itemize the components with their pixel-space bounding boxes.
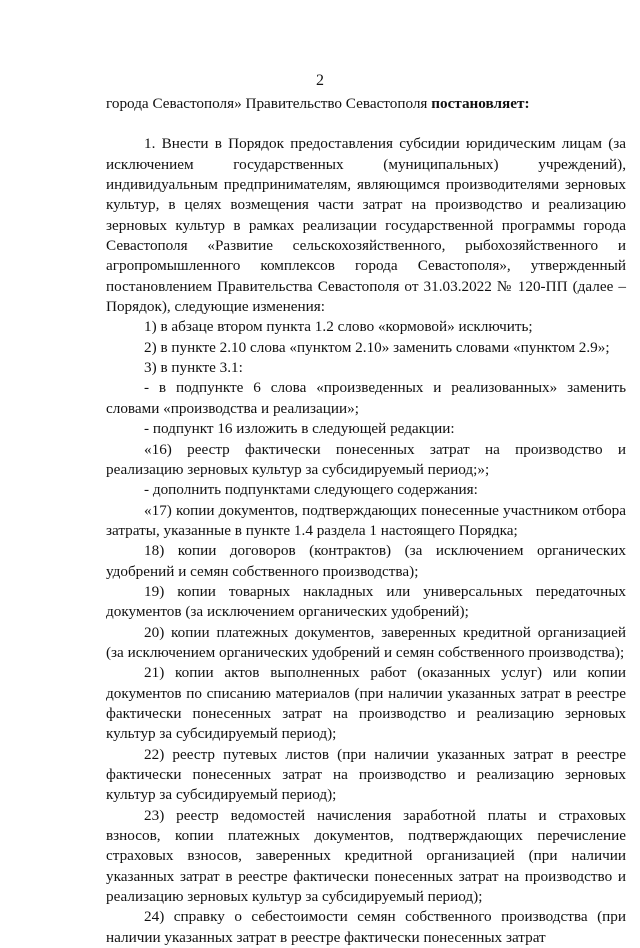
paragraph-7: «16) реестр фактически понесенных затрат на производство и реализацию зерновых культур за субсидируемый период;»; xyxy=(106,440,626,478)
intro-paragraph xyxy=(106,94,626,114)
paragraph-16: 24) справку о себестоимости семян собственного производства (при наличии указанных затрат в реестре фактически понесенных затрат xyxy=(106,908,626,946)
page-number: 2 xyxy=(316,72,324,89)
paragraph-11: 19) копии товарных накладных или универсальных передаточных документов (за исключением органических удобрений); xyxy=(106,582,626,621)
paragraph-5: - в подпункте 6 слова «произведенных и реализованных» заменить словами «производства и реализации»; xyxy=(106,379,626,417)
paragraph-1: 1. Внести в Порядок предоставления субсидии юридическим лицам (за исключением государственных (муниципальных) учреждений), индивидуальным предпринимателям, являющимся производителями зерновых культур, в целях возмещения части затрат на производство и реализацию зерновых культур в рамках реализации государственной программы города Севастополя «Развитие сельскохозяйственного, рыбохозяйственного и агропромышленного комплексов города Севастополя», утвержденный постановлением Правительства Севастополя от 31.03.2022 № 120-ПП (далее – Порядок), следующие изменения: xyxy=(106,135,626,316)
intro-text: города Севастополя» Правительство Севастополя xyxy=(106,95,432,112)
paragraph-15: 23) реестр ведомостей начисления заработной платы и страховых взносов, копии платежных документов, подтверждающих перечисление страховых взносов, заверенных кредитной организацией (при наличии указанных затрат в реестре фактически понесенных затрат на производство и реализацию зерновых культур за субсидируемый период); xyxy=(106,806,626,906)
document-body xyxy=(106,94,626,948)
paragraph-10: 18) копии договоров (контрактов) (за исключением органических удобрений и семян собственного производства); xyxy=(106,542,626,580)
paragraph-3: 2) в пункте 2.10 слова «пунктом 2.10» заменить словами «пунктом 2.9»; xyxy=(144,338,610,356)
paragraph-13: 21) копии актов выполненных работ (оказанных услуг) или копии документов по списанию материалов (при наличии указанных затрат в реестре фактически понесенных затрат на производство и реализацию зерновых культур за субсидируемый период); xyxy=(106,664,626,743)
paragraph-6: - подпункт 16 изложить в следующей редакции: xyxy=(144,420,455,438)
paragraph-8: - дополнить подпунктами следующего содержания: xyxy=(144,481,478,499)
paragraph-12: 20) копии платежных документов, заверенных кредитной организацией (за исключением органических удобрений и семян собственного производства); xyxy=(106,623,626,661)
paragraph-2: 1) в абзаце втором пункта 1.2 слово «кормовой» исключить; xyxy=(144,318,533,336)
paragraph-14: 22) реестр путевых листов (при наличии указанных затрат в реестре фактически понесенных затрат на производство и реализацию зерновых культур за субсидируемый период); xyxy=(106,745,626,804)
intro-emphasis: постановляет: xyxy=(431,95,530,112)
paragraph-9: «17) копии документов, подтверждающих понесенные участником отбора затраты, указанные в пункте 1.4 раздела 1 настоящего Порядка; xyxy=(106,501,626,539)
paragraph-4: 3) в пункте 3.1: xyxy=(144,359,243,377)
